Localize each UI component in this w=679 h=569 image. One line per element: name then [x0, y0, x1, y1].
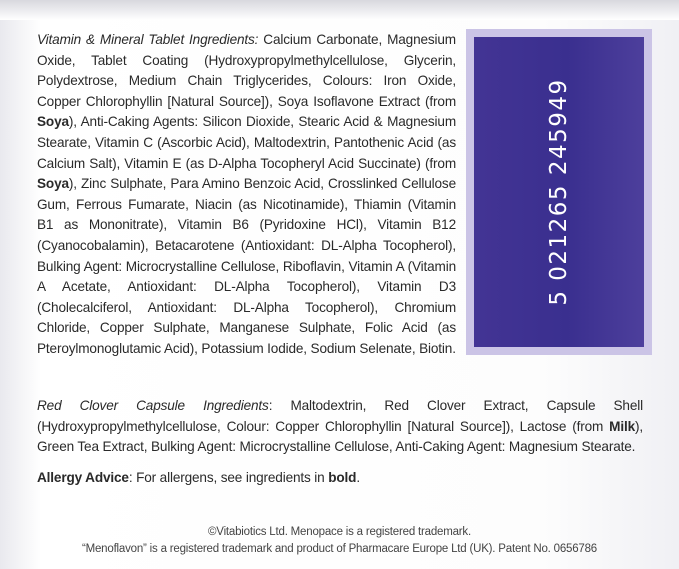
capsule-ingredients-heading: Red Clover Capsule Ingredients — [37, 398, 269, 413]
top-edge-shadow — [0, 0, 679, 20]
capsule-ingredients — [37, 396, 643, 458]
allergy-bold-word: bold — [328, 469, 357, 485]
barcode-panel — [466, 29, 652, 355]
tablet-text-2: ), Anti-Caking Agents: Silicon Dioxide, Stearic Acid & Magnesium Stearate, Vitamin C (Ascorbic Acid), Maltodextrin, Pantothenic Acid (as Calcium Salt), Vitamin E (as D-Alpha Tocopheryl Acid Succinate) (from — [37, 114, 456, 171]
trademark-line: ©Vitabiotics Ltd. Menopace is a registered trademark. — [208, 526, 471, 538]
allergy-advice — [37, 468, 643, 489]
capsule-text-1: : Maltodextrin, Red Clover Extract, Capsule Shell (Hydroxypropylmethylcellulose, Colour: Copper Chlorophyllin [Natural Source]), Lactose (from — [37, 398, 643, 434]
tablet-ingredients-heading: Vitamin & Mineral Tablet Ingredients: — [37, 32, 259, 47]
tablet-text-3: ), Zinc Sulphate, Para Amino Benzoic Acid, Crosslinked Cellulose Gum, Ferrous Fumarate, Niacin (as Nicotinamide), Thiamin (Vitamin B1 as Mononitrate), Vitamin B6 (Pyridoxine HCl), Vitamin B12 (Cyanocobalamin), Betacarotene (Antioxidant: DL-Alpha Tocopherol), Bulking Agent: Microcrystalline Cellulose, Riboflavin, Vitamin A (Vitamin A Acetate, Antioxidant: DL-Alpha Tocopherol), Vitamin D3 (Cholecalciferol, Antioxidant: DL-Alpha Tocopherol), Chromium Chloride, Copper Sulphate, Manganese Sulphate, Folic Acid (as Pteroylmonoglutamic Acid), Potassium Iodide, Sodium Selenate, Biotin. — [37, 176, 456, 356]
capsule-and-allergy-block — [37, 396, 643, 488]
allergy-advice-label: Allergy Advice — [37, 469, 129, 485]
barcode-number: 5 021265 245949 — [546, 78, 572, 306]
allergy-advice-text: : For allergens, see ingredients in — [128, 469, 329, 485]
tablet-text-1: Calcium Carbonate, Magnesium Oxide, Tablet Coating (Hydroxypropylmethylcellulose, Glycerin, Polydextrose, Medium Chain Triglycerides, Colours: Iron Oxide, Copper Chlorophyllin [Natural Source]), Soya Isoflavone Extract (from — [37, 32, 456, 109]
barcode-area — [474, 37, 644, 347]
tablet-ingredients — [37, 30, 456, 360]
allergy-advice-end: . — [356, 469, 360, 485]
allergen-milk: Milk — [609, 418, 635, 434]
patent-line: “Menoflavon” is a registered trademark and product of Pharmacare Europe Ltd (UK). Patent No. 0656786 — [81, 543, 598, 555]
tablet-ingredients-block — [37, 30, 456, 360]
capsule-text-2: ), Green Tea Extract, Bulking Agent: Microcrystalline Cellulose, Anti-Caking Agent: Magnesium Stearate. — [37, 418, 643, 455]
allergen-soya-2: Soya — [37, 176, 69, 192]
allergen-soya-1: Soya — [37, 114, 69, 130]
